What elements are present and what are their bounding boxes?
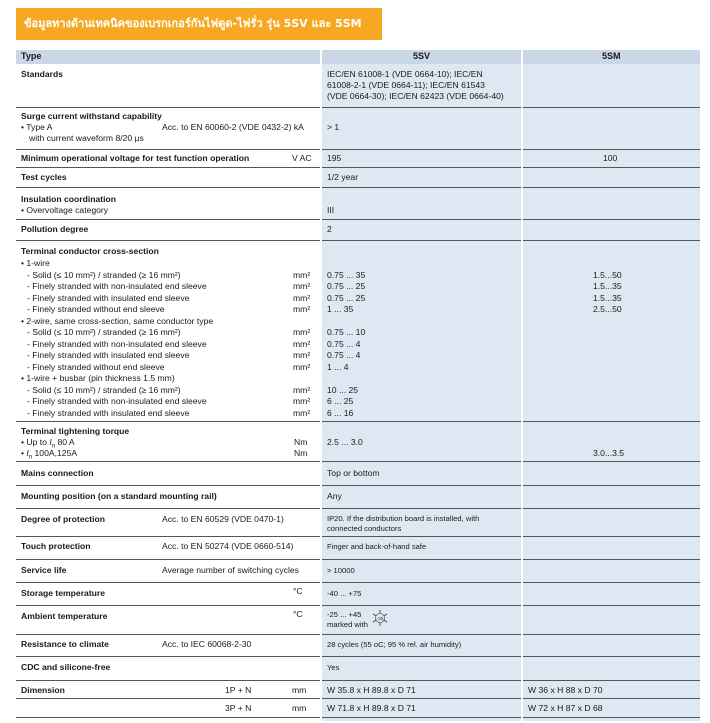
storage-5sv: -40 ... +75	[327, 589, 362, 598]
terminal-value-5sv: 0.75 ... 10	[327, 327, 366, 337]
standards-line-1: IEC/EN 61008-1 (VDE 0664-10); IEC/EN	[327, 69, 483, 79]
terminal-unit: mm²	[293, 384, 311, 395]
row-cdc	[16, 657, 700, 681]
terminal-unit: mm²	[293, 350, 311, 360]
surge-sub-2: with current waveform 8/20 µs	[29, 133, 144, 143]
snowflake-icon	[371, 609, 389, 627]
service-ref: Average number of switching cycles	[162, 565, 299, 575]
ambient-unit: °C	[293, 609, 303, 619]
column-divider-1	[320, 50, 322, 721]
torque-line-2: • $I_n$ 100A,125A	[21, 448, 78, 461]
terminal-unit: mm²	[293, 269, 311, 280]
terminal-value-5sm: 1.5...50	[593, 269, 622, 280]
dimension-1p-5sv: W 35.8 x H 89.8 x D 71	[327, 685, 416, 695]
terminal-unit: mm²	[293, 327, 311, 337]
row-ambient	[16, 606, 700, 635]
row-touch	[16, 537, 700, 560]
terminal-line: - Finely stranded without end sleeve	[27, 361, 165, 372]
torque-line-1: • Up to $I_n$ 80 A	[21, 437, 75, 450]
terminal-unit: mm²	[293, 396, 311, 406]
mains-label: Mains connection	[21, 468, 94, 478]
terminal-value-5sv: 6 ... 16	[327, 407, 354, 418]
terminal-value-5sv: 1 ... 35	[327, 304, 354, 314]
mounting-label: Mounting position (on a standard mounting rail)	[21, 491, 217, 501]
dimension-unit-3: mm	[292, 703, 307, 713]
climate-label: Resistance to climate	[21, 639, 109, 649]
terminal-line: - Finely stranded with non-insulated end sleeve	[27, 281, 207, 291]
dimension-unit-1: mm	[292, 685, 307, 695]
dimension-1p-5sm: W 36 x H 88 x D 70	[528, 685, 603, 695]
ambient-label: Ambient temperature	[21, 611, 108, 621]
row-storage	[16, 583, 700, 606]
row-mounting	[16, 486, 700, 509]
min-voltage-5sv: 195	[327, 153, 342, 163]
torque-5sm: 3.0...3.5	[593, 448, 625, 458]
terminal-value-5sv: 0.75 ... 4	[327, 338, 361, 349]
terminal-line: - Solid (≤ 10 mm²) / stranded (≥ 16 mm²)	[27, 384, 181, 395]
ambient-5sv-2: marked with	[327, 620, 368, 629]
storage-label: Storage temperature	[21, 588, 106, 598]
dimension-pole-1: 1P + N	[225, 685, 252, 695]
mains-5sv: Top or bottom	[327, 468, 380, 478]
header-5sv: 5SV	[413, 51, 431, 61]
page-title: ข้อมูลทางด้านเทคนิคของเบรกเกอร์กันไฟดูด-ไฟรั่ว รุ่น 5SV และ 5SM	[16, 8, 382, 40]
surge-ref: Acc. to EN 60060-2 (VDE 0432-2) kA	[162, 122, 304, 132]
terminal-label: Terminal conductor cross-section	[21, 246, 159, 256]
column-divider-2	[521, 50, 523, 721]
terminal-line: - Finely stranded with non-insulated end sleeve	[27, 396, 207, 406]
row-standards	[16, 66, 700, 108]
row-surge	[16, 108, 700, 150]
header-type: Type	[21, 51, 42, 61]
terminal-line: • 2-wire, same cross-section, same conductor type	[21, 315, 214, 326]
touch-ref: Acc. to EN 50274 (VDE 0660-514)	[162, 541, 294, 551]
terminal-unit: mm²	[293, 304, 311, 314]
row-test-cycles	[16, 168, 700, 188]
terminal-value-5sv: 0.75 ... 35	[327, 269, 366, 280]
terminal-line: • 1-wire + busbar (pin thickness 1.5 mm)	[21, 373, 175, 383]
service-label: Service life	[21, 565, 67, 575]
row-protection	[16, 509, 700, 537]
protection-ref: Acc. to EN 60529 (VDE 0470-1)	[162, 514, 284, 524]
touch-label: Touch protection	[21, 541, 91, 551]
dimension-label: Dimension	[21, 685, 65, 695]
test-cycles-label: Test cycles	[21, 172, 67, 182]
row-dimension-1p	[16, 681, 700, 699]
terminal-unit: mm²	[293, 407, 311, 418]
dimension-pole-3: 3P + N	[225, 703, 252, 713]
pollution-5sv: 2	[327, 224, 332, 234]
terminal-value-5sv: 0.75 ... 4	[327, 350, 361, 360]
touch-5sv: Finger and back-of-hand safe	[327, 542, 427, 551]
terminal-value-5sv: 6 ... 25	[327, 396, 354, 406]
surge-sub-1: • Type A	[21, 122, 53, 132]
terminal-unit: mm²	[293, 281, 311, 291]
terminal-value-5sm: 2.5...50	[593, 304, 622, 314]
min-voltage-5sm: 100	[603, 153, 618, 163]
torque-unit-2: Nm	[294, 448, 308, 458]
terminal-unit: mm²	[293, 292, 311, 303]
terminal-value-5sv: 10 ... 25	[327, 384, 359, 395]
terminal-line: - Solid (≤ 10 mm²) / stranded (≥ 16 mm²)	[27, 269, 181, 280]
row-dimension-3p	[16, 699, 700, 718]
terminal-value-5sm: 1.5...35	[593, 292, 622, 303]
standards-label: Standards	[21, 69, 64, 79]
terminal-value-5sm: 1.5...35	[593, 281, 622, 291]
ambient-5sv-1: -25 ... +45	[327, 610, 362, 619]
standards-line-3: (VDE 0664-30); IEC/EN 62423 (VDE 0664-40)	[327, 91, 504, 101]
terminal-unit: mm²	[293, 361, 311, 372]
cdc-label: CDC and silicone-free	[21, 662, 111, 672]
torque-5sv: 2.5 ... 3.0	[327, 437, 363, 447]
mounting-5sv: Any	[327, 491, 342, 501]
dimension-3p-5sv: W 71.8 x H 89.8 x D 71	[327, 703, 416, 713]
terminal-line: - Finely stranded with insulated end sleeve	[27, 292, 190, 303]
dimension-3p-5sm: W 72 x H 87 x D 68	[528, 703, 603, 713]
row-service	[16, 560, 700, 583]
row-terminal	[16, 241, 700, 422]
row-min-voltage	[16, 150, 700, 168]
pollution-label: Pollution degree	[21, 224, 89, 234]
terminal-line: - Finely stranded with insulated end sleeve	[27, 350, 190, 360]
terminal-line: - Solid (≤ 10 mm²) / stranded (≥ 16 mm²)	[27, 327, 181, 337]
climate-ref: Acc. to IEC 60068-2-30	[162, 639, 252, 649]
row-insulation	[16, 188, 700, 220]
row-pollution	[16, 220, 700, 241]
insulation-label: Insulation coordination	[21, 194, 117, 204]
surge-label: Surge current withstand capability	[21, 111, 162, 121]
protection-5sv-1: IP20. If the distribution board is installed, with	[327, 514, 480, 523]
torque-label: Terminal tightening torque	[21, 426, 130, 436]
terminal-value-5sv: 0.75 ... 25	[327, 281, 366, 291]
protection-5sv-2: connected conductors	[327, 524, 402, 533]
terminal-line: - Finely stranded without end sleeve	[27, 304, 165, 314]
storage-unit: °C	[293, 586, 303, 596]
row-climate	[16, 635, 700, 657]
service-5sv: > 10000	[327, 566, 355, 575]
terminal-unit: mm²	[293, 338, 311, 349]
terminal-line: - Finely stranded with insulated end sleeve	[27, 407, 190, 418]
row-torque	[16, 422, 700, 462]
terminal-value-5sv: 1 ... 4	[327, 361, 349, 372]
protection-label: Degree of protection	[21, 514, 106, 524]
insulation-sub: • Overvoltage category	[21, 205, 109, 215]
terminal-line: • 1-wire	[21, 258, 50, 268]
standards-line-2: 61008-2-1 (VDE 0664-11); IEC/EN 61543	[327, 80, 485, 90]
terminal-line: - Finely stranded with non-insulated end sleeve	[27, 338, 207, 349]
terminal-value-5sv: 0.75 ... 25	[327, 292, 366, 303]
insulation-5sv: III	[327, 205, 335, 215]
min-voltage-unit: V AC	[292, 153, 312, 163]
header-5sm: 5SM	[602, 51, 621, 61]
climate-5sv: 28 cycles (55 oC; 95 % rel. air humidity)	[327, 640, 462, 649]
snowflake-icon-text: -25	[376, 615, 384, 621]
surge-5sv: > 1	[327, 122, 340, 132]
table-header	[16, 50, 700, 64]
min-voltage-label: Minimum operational voltage for test function operation	[21, 153, 250, 163]
cdc-5sv: Yes	[327, 663, 340, 672]
row-mains	[16, 462, 700, 486]
test-cycles-5sv: 1/2 year	[327, 172, 359, 182]
torque-unit-1: Nm	[294, 437, 308, 447]
